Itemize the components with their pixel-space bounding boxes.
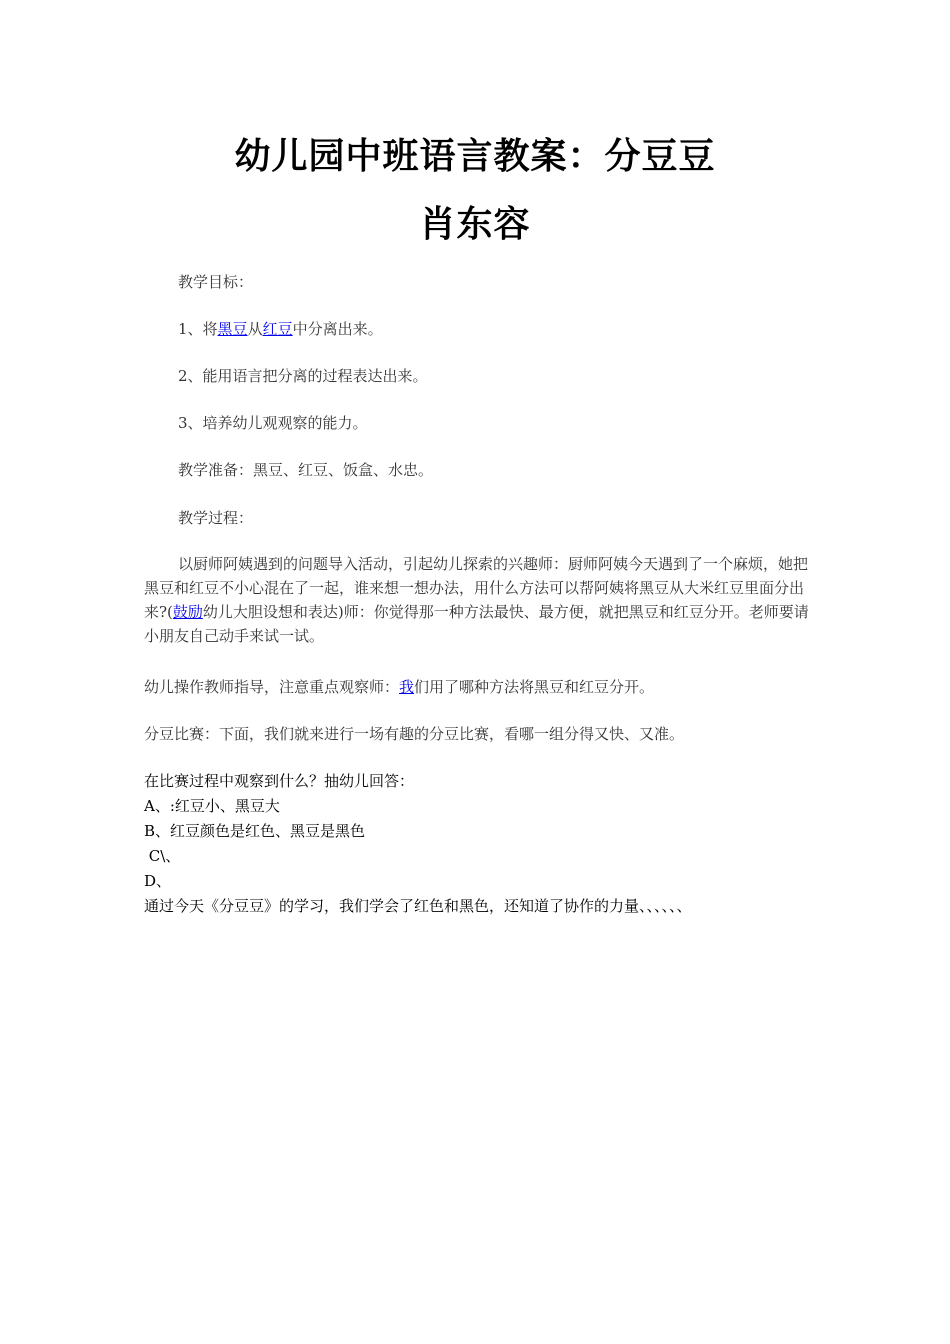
observe-question: 在比赛过程中观察到什么？抽幼儿回答： bbox=[144, 772, 415, 790]
process-text-2: 幼儿大胆设想和表达)师：你觉得那一种方法最快、最方便，就把黑豆和红豆分开。老师要请小朋友自己动手来试一试。 bbox=[144, 603, 809, 645]
goal-1-suffix: 中分离出来。 bbox=[292, 320, 383, 338]
document-author: 肖东容 bbox=[419, 204, 531, 245]
preparation: 教学准备：黑豆、红豆、饭盒、水忠。 bbox=[178, 461, 434, 479]
answer-c: C\、 bbox=[144, 847, 181, 865]
process-heading: 教学过程： bbox=[178, 509, 254, 527]
goals-heading: 教学目标： bbox=[178, 273, 254, 291]
link-encourage[interactable]: 鼓励 bbox=[172, 603, 203, 621]
contest-paragraph: 分豆比赛：下面，我们就来进行一场有趣的分豆比赛，看哪一组分得又快、又准。 bbox=[144, 725, 685, 743]
link-red-bean[interactable]: 红豆 bbox=[262, 320, 293, 338]
goal-2: 2、能用语言把分离的过程表达出来。 bbox=[178, 367, 428, 385]
goal-1-prefix: 1、将 bbox=[178, 320, 218, 338]
goal-3: 3、培养幼儿观观察的能力。 bbox=[178, 414, 368, 432]
link-black-bean[interactable]: 黑豆 bbox=[217, 320, 248, 338]
answer-b: B、红豆颜色是红色、黑豆是黑色 bbox=[144, 822, 366, 840]
operation-paragraph bbox=[144, 675, 812, 699]
operation-suffix: 们用了哪种方法将黑豆和红豆分开。 bbox=[414, 678, 655, 696]
answer-a: A、:红豆小、黑豆大 bbox=[144, 797, 280, 815]
process-paragraph bbox=[144, 552, 812, 648]
document-title: 幼儿园中班语言教案：分豆豆 bbox=[234, 136, 716, 177]
operation-prefix: 幼儿操作教师指导，注意重点观察师： bbox=[144, 678, 400, 696]
goal-1 bbox=[144, 317, 812, 341]
process-text-1: 以厨师阿姨遇到的问题导入活动，引起幼儿探索的兴趣师：厨师阿姨今天遇到了一个麻烦，她把黑豆和红豆不小心混在了一起，谁来想一想办法，用什么方法可以帮阿姨将黑豆从大米红豆里面分出来?( bbox=[144, 555, 809, 621]
conclusion: 通过今天《分豆豆》的学习，我们学会了红色和黑色，还知道了协作的力量、、、、、、 bbox=[144, 897, 692, 915]
answer-d: D、 bbox=[144, 872, 172, 890]
link-we[interactable]: 我 bbox=[399, 678, 415, 696]
goal-1-mid: 从 bbox=[247, 320, 263, 338]
